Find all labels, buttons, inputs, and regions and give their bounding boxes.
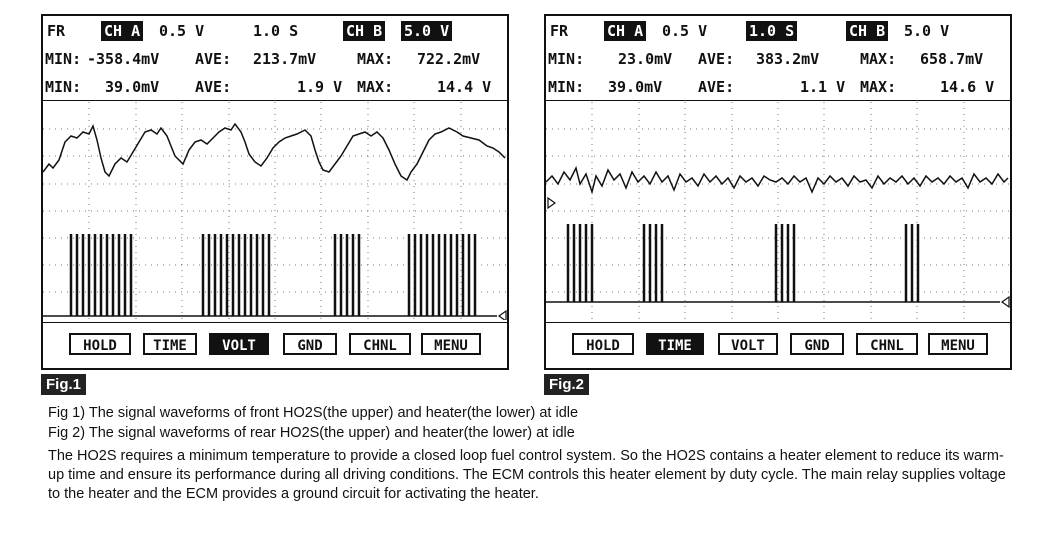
scope-header [43,18,507,44]
ch-b-badge: CH B [343,21,385,41]
ch-a-ground-marker-icon [548,198,555,208]
ch-b-volt-div: 5.0 V [401,21,452,41]
min-label: MIN: [45,50,82,68]
figure-2-label: Fig.2 [544,374,589,395]
figure-1-caption: Fig 1) The signal waveforms of front HO2S(the upper) and heater(the lower) at idle [48,405,579,421]
ho2s-front-waveform [43,124,505,180]
hold-button[interactable]: HOLD [572,333,634,355]
ave-label: AVE: [195,50,232,68]
ch-b-readout [546,74,1010,101]
chnl-button[interactable]: CHNL [856,333,918,355]
time-button[interactable]: TIME [646,333,704,355]
figure-1-label: Fig.1 [41,374,86,395]
ch-a-volt-div: 0.5 V [159,22,205,40]
ch-b-volt-div: 5.0 V [904,22,950,40]
ave-label: AVE: [195,78,232,96]
min-label: MIN: [548,50,585,68]
scope-screen-fig1 [41,14,509,370]
heater-duty-pulses [71,234,475,316]
softkey-bar [546,322,1010,369]
ch-a-min: 23.0mV [618,50,673,68]
ch-a-readout [43,46,507,72]
ch-a-readout [546,46,1010,72]
ho2s-rear-waveform [546,168,1008,192]
softkey-bar [43,322,507,369]
menu-button[interactable]: MENU [928,333,988,355]
grid [546,102,1010,320]
mode-label: FR [550,22,569,40]
waveform-display [546,102,1010,320]
ch-b-badge: CH B [846,21,888,41]
waveform-display [43,102,507,320]
ch-b-readout [43,74,507,101]
ch-a-max: 658.7mV [920,50,984,68]
max-label: MAX: [860,78,897,96]
ch-a-badge: CH A [604,21,646,41]
figure-2-caption: Fig 2) The signal waveforms of rear HO2S(the upper) and heater(the lower) at idle [48,425,575,441]
ave-label: AVE: [698,78,735,96]
gnd-button[interactable]: GND [790,333,844,355]
volt-button[interactable]: VOLT [718,333,778,355]
ch-b-min: 39.0mV [608,78,663,96]
menu-button[interactable]: MENU [421,333,481,355]
ave-label: AVE: [698,50,735,68]
ch-a-min: -358.4mV [87,50,160,68]
time-button[interactable]: TIME [143,333,197,355]
ch-b-ave: 1.1 V [800,78,846,96]
description-paragraph: The HO2S requires a minimum temperature to provide a closed loop fuel control system. So the HO2S contains a heater element to reduce its warm-up time and ensure its performance during all driving conditions. The ECM controls this heater element by duty cycle. The main relay supplies voltage to the heater and the ECM provides a ground circuit for activating the heater. [48,448,1006,502]
chnl-button[interactable]: CHNL [349,333,411,355]
ch-b-ground-marker-icon [1002,297,1009,307]
ch-b-max: 14.6 V [940,78,995,96]
max-label: MAX: [357,78,394,96]
ch-b-ave: 1.9 V [297,78,343,96]
time-div: 1.0 S [253,22,299,40]
ch-a-max: 722.2mV [417,50,481,68]
min-label: MIN: [45,78,82,96]
heater-duty-pulses [568,224,918,302]
max-label: MAX: [860,50,897,68]
ch-a-ave: 213.7mV [253,50,317,68]
scope-screen-fig2 [544,14,1012,370]
hold-button[interactable]: HOLD [69,333,131,355]
ch-b-ground-marker-icon [499,311,506,320]
ch-a-ave: 383.2mV [756,50,820,68]
ch-a-volt-div: 0.5 V [662,22,708,40]
time-div: 1.0 S [746,21,797,41]
ch-a-badge: CH A [101,21,143,41]
ch-b-min: 39.0mV [105,78,160,96]
max-label: MAX: [357,50,394,68]
ch-b-max: 14.4 V [437,78,492,96]
volt-button[interactable]: VOLT [209,333,269,355]
gnd-button[interactable]: GND [283,333,337,355]
mode-label: FR [47,22,66,40]
min-label: MIN: [548,78,585,96]
scope-header [546,18,1010,44]
